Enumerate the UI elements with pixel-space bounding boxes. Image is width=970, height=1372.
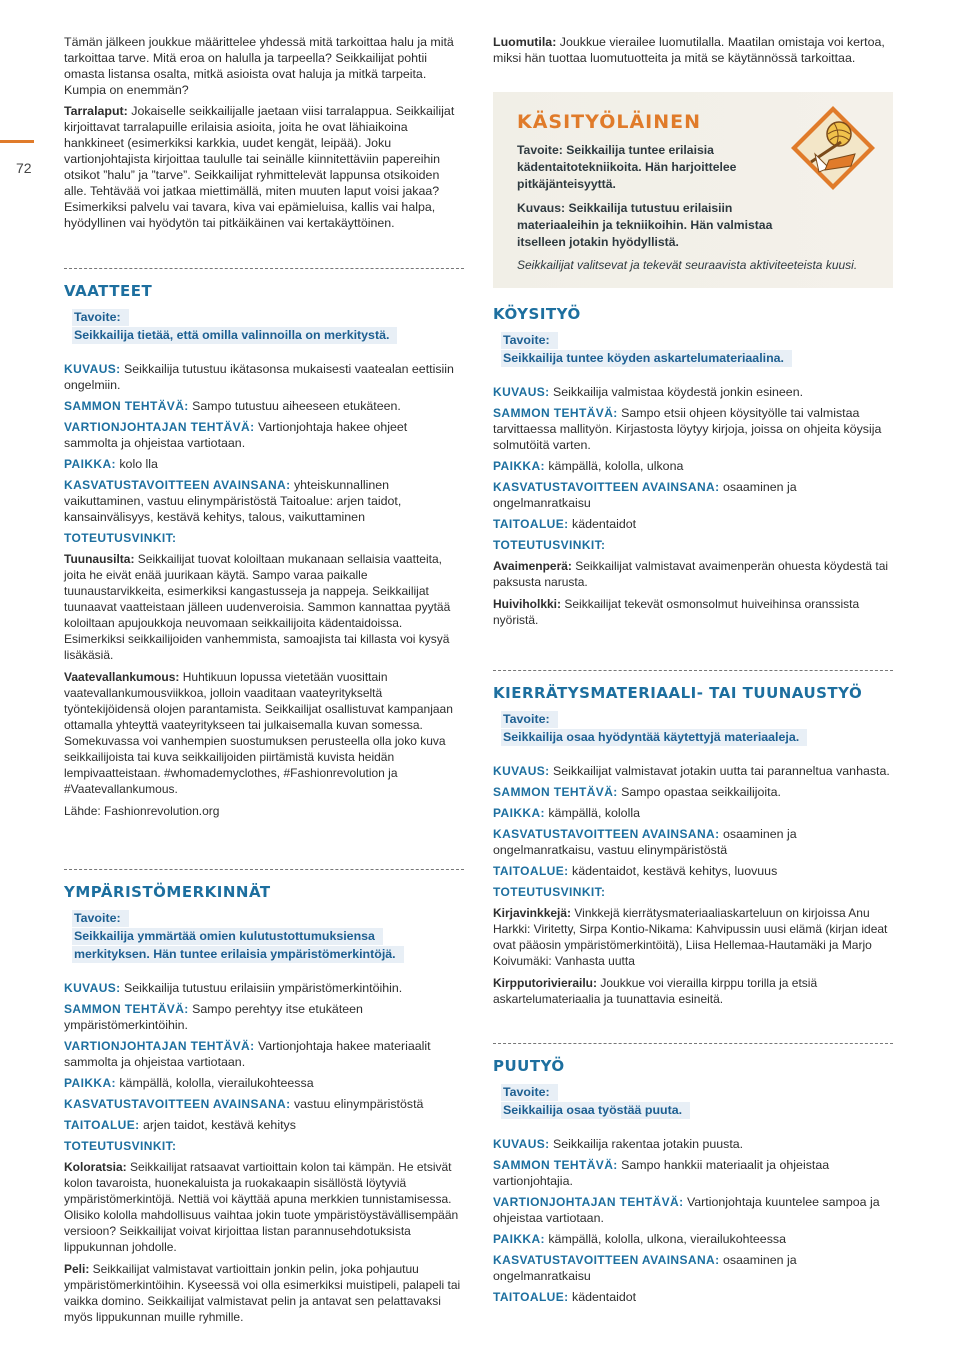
section-title: VAATTEET (64, 282, 153, 300)
section-title: PUUTYÖ (493, 1057, 565, 1075)
tip-paragraph: Tuunausilta: Seikkailijat tuovat koloiltaan mukanaan sellaisia vaatteita, joita he eivät enää juurikaan käytä. Sampo varaa paikalle tuunaustarvikkeita, esimerkiksi kangastusseja ja nappeja. Seikkailijat tuunaavat vaatteistaan jälleen uudenveroisia. Sammon kannattaa pyytää koloiltaan apujoukkoja neuvomaan seikkailijoita kädentaidoissa. Esimerkiksi seikkailijoiden vanhemmista, samoajista tai killasta voi kysyä lisäkäsiä. (64, 552, 451, 662)
goal-label: Tavoite: (501, 332, 558, 349)
badge-description: Kuvaus: Seikkailija tutustuu erilaisiin materiaaleihin ja tekniikoihin. Hän valmistaa itselleen jotakin hyödyllistä. (517, 201, 773, 249)
intro-paragraph: Tarralaput: Jokaiselle seikkailijalle jaetaan viisi tarralappua. Seikkailijat kirjoittavat tarralapuille erilaisia asioita, joita he ovat lähiaikoina hankkineet (esimerkiksi karkkia, uudet kengät, leipää). Joku vartionjohtajista kirjoittaa taululle tai seinälle kiinnitettäviin papereihin otsikot ”halu” ja ”tarve”. Seikkailijat ryhmittelevät lappunsa otsikoiden alle. Tehtävää voi jatkaa miettimällä, miten muuten laput voisi jakaa? Esimerkiksi palvelu vai tavara, kiva vai epämieluisa, kallis vai halpa, hyödyllinen vai hyödytön tai pitkäikäinen vai kertakäyttöinen. (64, 104, 455, 230)
page-edge-marker (0, 140, 34, 143)
section-puutyo (493, 1058, 893, 1305)
tip-paragraph: Koloratsia: Seikkailijat ratsaavat vartioittain kolon tai kämpän. He etsivät kolon tavaroista, huonekaluista ja ruokakaapin sisällöstä löytyviä ympäristömerkintöjä. Nettiä voi käyttää apuna merkkien tunnistamisessa. Olisiko kololla mahdollisuus vaihtaa jokin tuote ympäristöystävällisempään versioon? Seikkailijat voivat kirjoittaa listan parannusehdotuksista lippukunnan johdolle. (64, 1160, 459, 1254)
intro-paragraph: Tämän jälkeen joukkue määrittelee yhdessä mitä tarkoittaa halu ja mitä tarkoittaa tarve. Mitä eroa on halulla ja tarpeella? Seikkailijat pohtii omasta listansa osalta, mitkä asioista ovat haluja ja mitkä tarpeita. Kumpia on enemmän? (64, 35, 454, 97)
field-paikka: PAIKKA: kämpällä, kololla (493, 806, 640, 820)
goal-box (501, 1084, 893, 1120)
field-avainsana: KASVATUSTAVOITTEEN AVAINSANA: vastuu elinympäristöstä (64, 1097, 424, 1111)
field-kuvaus: KUVAUS: Seikkailija tutustuu erilaisiin ympäristömerkintöihin. (64, 981, 403, 995)
goal-text: Seikkailija ymmärtää omien kulutustottumuksiensa (72, 928, 383, 945)
field-avainsana: KASVATUSTAVOITTEEN AVAINSANA: yhteiskunnallinen vaikuttaminen, vastuu elinympäristöstä Taitoalue: arjen taidot, kansainvälisyys, kestävä kehitys, talous, vaikuttaminen (64, 478, 402, 524)
goal-text: Seikkailija tietää, että omilla valinnoilla on merkitystä. (72, 327, 397, 344)
section-divider (64, 869, 464, 870)
field-toteutusvinkit: TOTEUTUSVINKIT: (493, 538, 606, 552)
section-kierratys (493, 685, 893, 1007)
section-divider (493, 670, 893, 671)
field-taitoalue: TAITOALUE: kädentaidot (493, 517, 637, 531)
field-toteutusvinkit: TOTEUTUSVINKIT: (64, 531, 177, 545)
goal-box (72, 910, 464, 964)
field-vartionjohtaja: VARTIONJOHTAJAN TEHTÄVÄ: Vartionjohtaja kuuntelee sampoa ja ohjeistaa vartiotaan. (493, 1195, 880, 1225)
goal-label: Tavoite: (501, 711, 558, 728)
craft-badge-icon (789, 104, 877, 192)
left-column (64, 34, 464, 1331)
section-ymparistomerkinnat (64, 884, 464, 1325)
field-taitoalue: TAITOALUE: kädentaidot, kestävä kehitys, luovuus (493, 864, 778, 878)
badge-title: KÄSITYÖLÄINEN (517, 111, 702, 133)
tip-paragraph: Vaatevallankumous: Huhtikuun lopussa vietetään vuosittain vaatevallankumousviikkoa, jolloin vaaditaan vaateyritykseltä työntekijöidensä olojen parantamista. Seikkailijat osallistuvat kampanjaan ottamalla yhteyttä vaateyritykseen tai julkaisemalla kuvan somessa. Somekuvassa voi vanhempien suostumuksen perusteella olla joko kuva seikkailijoista tai kuva seikkailijoiden piirtämistä kuvista heidän lempivaatteistaan. #whomademyclothes, #Fashionrevolution ja #Vaatevallankumous. (64, 670, 453, 796)
goal-text: Seikkailija osaa hyödyntää käytettyjä materiaaleja. (501, 729, 807, 746)
field-kuvaus: KUVAUS: Seikkailija tutustuu ikätasonsa mukaisesti vaatealan eettisiin ongelmiin. (64, 362, 454, 392)
field-taitoalue: TAITOALUE: arjen taidot, kestävä kehitys (64, 1118, 296, 1132)
goal-text: Seikkailija tuntee köyden askartelumateriaalina. (501, 350, 792, 367)
field-sampo: SAMMON TEHTÄVÄ: Sampo tutustuu aiheeseen etukäteen. (64, 399, 401, 413)
section-vaatteet (64, 283, 464, 819)
page-number: 72 (16, 160, 32, 176)
field-vartionjohtaja: VARTIONJOHTAJAN TEHTÄVÄ: Vartionjohtaja hakee ohjeet sammolta ja ohjeistaa vartiotaan. (64, 420, 408, 450)
field-sampo: SAMMON TEHTÄVÄ: Sampo opastaa seikkailijoita. (493, 785, 781, 799)
field-taitoalue: TAITOALUE: kädentaidot (493, 1290, 637, 1304)
section-title: YMPÄRISTÖMERKINNÄT (64, 883, 271, 901)
field-paikka: PAIKKA: kämpällä, kololla, ulkona, vierailukohteessa (493, 1232, 786, 1246)
badge-card (493, 92, 893, 288)
goal-label: Tavoite: (72, 910, 129, 927)
source-note: Lähde: Fashionrevolution.org (64, 804, 220, 818)
field-kuvaus: KUVAUS: Seikkailija rakentaa jotakin puusta. (493, 1137, 744, 1151)
field-vartionjohtaja: VARTIONJOHTAJAN TEHTÄVÄ: Vartionjohtaja hakee materiaalit sammolta ja ohjeistaa vartiotaan. (64, 1039, 431, 1069)
field-toteutusvinkit: TOTEUTUSVINKIT: (493, 885, 606, 899)
field-sampo: SAMMON TEHTÄVÄ: Sampo perehtyy itse etukäteen ympäristömerkintöihin. (64, 1002, 363, 1032)
tip-paragraph: Avaimenperä: Seikkailijat valmistavat avaimenperän ohuesta köydestä tai paksusta narusta. (493, 559, 889, 589)
goal-label: Tavoite: (501, 1084, 558, 1101)
field-toteutusvinkit: TOTEUTUSVINKIT: (64, 1139, 177, 1153)
goal-box (72, 309, 464, 345)
tip-paragraph: Kirpputorivierailu: Joukkue voi vierailla kirppu torilla ja etsiä askartelumateriaalia ja tuunattavia esineitä. (493, 976, 818, 1006)
field-kuvaus: KUVAUS: Seikkailija valmistaa köydestä jonkin esineen. (493, 385, 804, 399)
field-sampo: SAMMON TEHTÄVÄ: Sampo etsii ohjeen köysityölle tai valmistaa tarvittaessa mallityön. Kirjastosta löytyy kirjoja, joissa on ohjeita köysija solmutöitä varten. (493, 406, 882, 452)
right-column (493, 34, 893, 1310)
goal-text: Seikkailija osaa työstää puuta. (501, 1102, 690, 1119)
tip-paragraph: Huiviholkki: Seikkailijat tekevät osmonsolmut huiveihinsa oranssista nyöristä. (493, 597, 860, 627)
field-paikka: PAIKKA: kämpällä, kololla, vierailukohteessa (64, 1076, 314, 1090)
section-koysityo (493, 306, 893, 628)
tip-paragraph: Peli: Seikkailijat valmistavat vartioittain jonkin pelin, joka pohjautuu ympäristömerkintöihin. Kyseessä voi olla esimerkiksi muistipeli, palapeli tai vaikka domino. Seikkailijat valmistavat pelin ja antavat sen pelattavaksi myös lippukunnan muille ryhmille. (64, 1262, 461, 1324)
section-title: KÖYSITYÖ (493, 305, 581, 323)
field-avainsana: KASVATUSTAVOITTEEN AVAINSANA: osaaminen ja ongelmanratkaisu (493, 1253, 797, 1283)
intro-block (64, 34, 464, 231)
goal-text: merkityksen. Hän tuntee erilaisia ympäristömerkintöjä. (72, 946, 404, 963)
goal-label: Tavoite: (72, 309, 129, 326)
tip-paragraph: Kirjavinkkejä: Vinkkejä kierrätysmateriaaliaskarteluun on kirjoissa Anu Harkki: Viritetty, Sirpa Kontio-Nikama: Kahvipussin uusi elämä (kirjan ideat ovat pääosin ympäristömerkintöitä), Liisa Hellemaa-Hautamäki ja Marjo Koivumäki: Vanhasta uutta (493, 906, 888, 968)
field-paikka: PAIKKA: kolo lla (64, 457, 158, 471)
field-avainsana: KASVATUSTAVOITTEEN AVAINSANA: osaaminen ja ongelmanratkaisu, vastuu elinympäristöstä (493, 827, 797, 857)
goal-box (501, 711, 893, 747)
badge-goal: Tavoite: Seikkailija tuntee erilaisia kädentaitotekniikoita. Hän harjoittelee pitkäjänteisyyttä. (517, 143, 737, 191)
intro-paragraph: Luomutila: Joukkue vierailee luomutilalla. Maatilan omistaja voi kertoa, miksi hän tuottaa luomutuotteita ja mitä se käytännössä tarkoittaa. (493, 35, 885, 65)
field-paikka: PAIKKA: kämpällä, kololla, ulkona (493, 459, 684, 473)
field-sampo: SAMMON TEHTÄVÄ: Sampo hankkii materiaalit ja ohjeistaa vartionjohtajia. (493, 1158, 830, 1188)
section-divider (64, 268, 464, 269)
field-kuvaus: KUVAUS: Seikkailijat valmistavat jotakin uutta tai paranneltua vanhasta. (493, 764, 890, 778)
goal-box (501, 332, 893, 368)
section-title: KIERRÄTYSMATERIAALI- TAI TUUNAUSTYÖ (493, 684, 863, 702)
badge-note: Seikkailijat valitsevat ja tekevät seuraavista aktiviteeteista kuusi. (517, 258, 858, 272)
section-divider (493, 1043, 893, 1044)
field-avainsana: KASVATUSTAVOITTEEN AVAINSANA: osaaminen ja ongelmanratkaisu (493, 480, 797, 510)
